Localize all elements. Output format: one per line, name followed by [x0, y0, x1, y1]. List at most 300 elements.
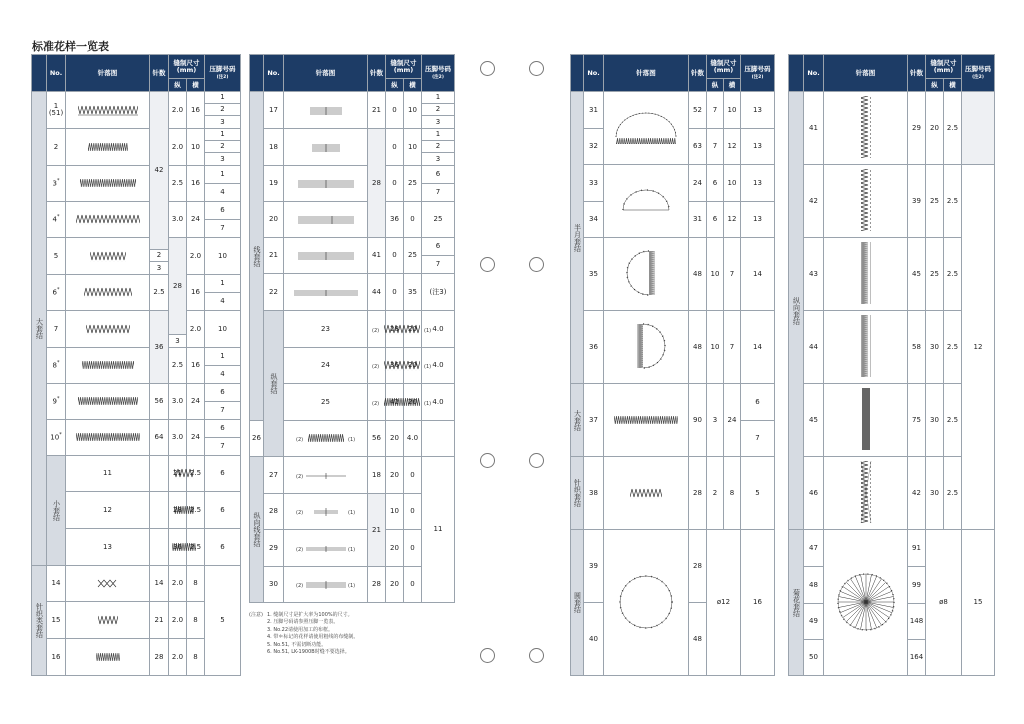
size-h: 2.5 — [944, 238, 962, 311]
size-h: 4.0 — [422, 311, 455, 348]
pattern-table-2 — [249, 54, 454, 603]
size-h: 10 — [404, 129, 422, 166]
category-label: 大套结 — [32, 92, 47, 566]
svg-text:(1): (1) — [424, 327, 432, 334]
pattern-number: 39 — [584, 530, 604, 603]
size-v: 2.5 — [187, 492, 205, 529]
presser-number: 3 — [422, 153, 455, 166]
size-h: 8 — [187, 639, 205, 676]
size-v: 30 — [926, 311, 944, 384]
stitch-diagram — [284, 494, 368, 530]
stitch-count: 48 — [689, 311, 707, 384]
svg-text:(2): (2) — [372, 327, 380, 334]
stitch-count: 63 — [689, 129, 707, 165]
pattern-number: 32 — [584, 129, 604, 165]
binder-hole — [480, 648, 495, 663]
size-v: 20 — [386, 457, 404, 494]
size-v: 3.0 — [169, 384, 187, 420]
stitch-diagram — [284, 421, 368, 457]
presser-number: 1 — [205, 92, 241, 104]
presser-number: 3 — [205, 153, 241, 166]
stitch-diagram — [66, 384, 150, 420]
stitch-count: 90 — [689, 384, 707, 457]
size-v: 3.0 — [169, 202, 187, 238]
header-size-h: 横 — [187, 79, 205, 92]
stitch-diagram — [284, 274, 368, 311]
pattern-number: 11 — [66, 456, 150, 492]
stitch-count: 28 — [368, 567, 386, 603]
header-no: No. — [264, 55, 284, 92]
presser-number: 3 — [205, 116, 241, 129]
stitch-count: 48 — [689, 238, 707, 311]
size-h: 2.5 — [944, 384, 962, 457]
stitch-count: 28 — [689, 457, 707, 530]
size-h: 0 — [404, 457, 422, 494]
binder-hole — [480, 453, 495, 468]
pattern-number: 33 — [584, 165, 604, 202]
size-h: 10 — [404, 92, 422, 129]
stitch-count: 21 — [150, 602, 169, 639]
pattern-number: 23 — [284, 311, 368, 348]
presser-number: 6 — [741, 384, 775, 421]
pattern-number: 25 — [284, 384, 368, 421]
pattern-number: 3* — [47, 166, 66, 202]
presser-number: 2 — [422, 104, 455, 116]
presser-number: 6 — [422, 166, 455, 184]
presser-number: 12 — [962, 165, 995, 530]
stitch-count: 24 — [689, 165, 707, 202]
stitch-diagram — [66, 311, 150, 348]
note-line: 6. No.51, LK-1900B时缝不要选择。 — [267, 649, 350, 656]
presser-number: 7 — [741, 421, 775, 457]
pattern-number: 17 — [264, 92, 284, 129]
presser-number: 13 — [741, 165, 775, 202]
header-size: 缝制尺寸(mm) — [707, 55, 741, 79]
header-size-h: 横 — [944, 79, 962, 92]
size-h: 8 — [187, 566, 205, 602]
size-h: 24 — [187, 202, 205, 238]
binder-hole — [529, 453, 544, 468]
stitch-diagram — [824, 311, 908, 384]
presser-number: 15 — [962, 530, 995, 676]
size-h: 24 — [187, 420, 205, 456]
binder-hole — [529, 257, 544, 272]
stitch-diagram — [604, 530, 689, 676]
category-label: 针织套结 — [571, 457, 584, 530]
stitch-count: 36 — [150, 311, 169, 384]
size-h: 16 — [187, 92, 205, 129]
header-size: 缝制尺寸(mm) — [386, 55, 422, 79]
presser-number: 7 — [205, 220, 241, 238]
flower-stitch-diagram — [831, 567, 901, 637]
stitch-count: 75 — [908, 384, 926, 457]
presser-number: 4 — [205, 366, 241, 384]
stitch-diagram — [66, 602, 150, 639]
size-h: 6 — [205, 529, 241, 566]
pattern-number: 13 — [66, 529, 150, 566]
pattern-number: 29 — [264, 530, 284, 567]
presser-number: 5 — [205, 566, 241, 676]
size-v: 2.5 — [169, 166, 187, 202]
size-v: 30 — [926, 384, 944, 457]
stitch-diagram — [66, 129, 150, 166]
size-v: 2.5 — [169, 348, 187, 384]
category-label: 半月套结 — [571, 92, 584, 384]
size-v: 6 — [707, 165, 724, 202]
pattern-table-4 — [788, 54, 994, 676]
stitch-diagram — [66, 202, 150, 238]
stitch-diagram — [66, 275, 150, 311]
size-v: 20 — [404, 348, 422, 384]
pattern-number: 44 — [804, 311, 824, 384]
size-h: 6 — [205, 456, 241, 492]
size-v: 20 — [386, 567, 404, 603]
stitch-diagram — [284, 129, 368, 166]
size-v: 2.5 — [150, 275, 169, 311]
presser-number: 1 — [205, 166, 241, 184]
binder-hole — [529, 61, 544, 76]
size-v: 0 — [386, 238, 404, 274]
stitch-count: 31 — [689, 202, 707, 238]
size-v: 2.0 — [187, 311, 205, 348]
size-h: 10 — [205, 238, 241, 275]
header-size-h: 横 — [724, 79, 741, 92]
size-v: 2.5 — [187, 529, 205, 566]
size-h: 25 — [404, 166, 422, 202]
svg-text:(1): (1) — [347, 583, 355, 589]
pattern-number: 12 — [66, 492, 150, 529]
stitch-count: 91 — [908, 530, 926, 567]
pattern-number: 30 — [264, 567, 284, 603]
header-blank — [250, 55, 264, 92]
stitch-count: 21 — [368, 494, 386, 567]
stitch-count: 21 — [169, 456, 187, 492]
size-h: 12 — [724, 202, 741, 238]
stitch-diagram — [824, 238, 908, 311]
size-v: 2.0 — [187, 238, 205, 275]
size-h: 10 — [187, 129, 205, 166]
size-v: 0 — [386, 166, 404, 202]
stitch-count: 28 — [386, 311, 404, 348]
presser-number: 7 — [205, 402, 241, 420]
pattern-number: 41 — [804, 92, 824, 165]
pattern-number: 35 — [584, 238, 604, 311]
pattern-number: 6* — [47, 275, 66, 311]
size-h: 8 — [187, 602, 205, 639]
category-label: 圆套结 — [571, 530, 584, 676]
size-h: 16 — [187, 275, 205, 311]
size-h: 4.0 — [422, 384, 455, 421]
size-v: 2.0 — [169, 602, 187, 639]
pattern-number: 24 — [284, 348, 368, 384]
size-v: 2.0 — [169, 92, 187, 129]
stitch-diagram — [284, 457, 368, 494]
header-presser: 压脚号码 (注2) — [205, 55, 241, 92]
header-size-v: 纵 — [707, 79, 724, 92]
header-presser: 压脚号码 (注2) — [741, 55, 775, 92]
pattern-number: 28 — [264, 494, 284, 530]
svg-text:(1): (1) — [424, 364, 432, 370]
pattern-number: 42 — [804, 165, 824, 238]
pattern-number: 1 (51) — [47, 92, 66, 129]
size-h: 0 — [404, 530, 422, 567]
presser-number: 7 — [422, 256, 455, 274]
size-diameter: ø8 — [926, 530, 962, 676]
header-blank — [32, 55, 47, 92]
size-v: 10 — [386, 494, 404, 530]
size-v: 0 — [386, 274, 404, 311]
binder-hole — [480, 257, 495, 272]
pattern-number: 15 — [47, 602, 66, 639]
header-no: No. — [584, 55, 604, 92]
note-line: 3. No.22请使用加工的布框。 — [267, 626, 334, 633]
stitch-diagram — [150, 492, 169, 529]
stitch-diagram — [284, 166, 368, 202]
pattern-number: 49 — [804, 604, 824, 640]
presser-number: 14 — [741, 311, 775, 384]
stitch-diagram — [604, 311, 689, 384]
header-size: 缝制尺寸(mm) — [169, 55, 205, 79]
size-h: 35 — [404, 274, 422, 311]
size-h: 2.5 — [944, 457, 962, 530]
stitch-count: 42 — [908, 457, 926, 530]
pattern-number: 19 — [264, 166, 284, 202]
presser-number: 7 — [422, 184, 455, 202]
stitch-diagram — [284, 567, 368, 603]
pattern-number: 20 — [264, 202, 284, 238]
svg-text:(2): (2) — [372, 400, 380, 407]
pattern-number: 27 — [264, 457, 284, 494]
header-size-h: 横 — [404, 79, 422, 92]
stitch-count: 28 — [689, 530, 707, 603]
stitch-count: 56 — [368, 421, 386, 457]
note-line: 4. 带＊标记的花样请使用粗线的布缝制。 — [267, 634, 359, 641]
stitch-diagram — [66, 566, 150, 602]
size-h: 6 — [205, 492, 241, 529]
size-h: 0 — [404, 494, 422, 530]
stitch-diagram — [284, 238, 368, 274]
size-v: 0 — [386, 129, 404, 166]
stitch-diagram — [824, 384, 908, 457]
pattern-number: 16 — [47, 639, 66, 676]
stitch-count: 28 — [169, 238, 187, 335]
header-size-v: 纵 — [386, 79, 404, 92]
pattern-table-3 — [570, 54, 774, 676]
pattern-number: 46 — [804, 457, 824, 530]
pattern-number: 50 — [804, 640, 824, 676]
size-v: 20 — [386, 421, 404, 457]
size-v: 2 — [707, 457, 724, 530]
header-diagram: 针落图 — [66, 55, 150, 92]
stitch-count: 164 — [908, 640, 926, 676]
size-v: 6 — [707, 202, 724, 238]
size-v: 7 — [707, 92, 724, 129]
binder-hole — [480, 61, 495, 76]
header-size-v: 纵 — [926, 79, 944, 92]
header-presser: 压脚号码 (注2) — [422, 55, 455, 92]
pattern-number: 4* — [47, 202, 66, 238]
stitch-count: 52 — [689, 92, 707, 129]
header-stitches: 针数 — [689, 55, 707, 92]
presser-number: 11 — [422, 457, 455, 603]
size-v: 2.5 — [187, 456, 205, 492]
size-h: 25 — [422, 202, 455, 238]
stitch-count: 36 — [386, 348, 404, 384]
pattern-number: 8* — [47, 348, 66, 384]
size-v: 10 — [707, 311, 724, 384]
presser-number: 2 — [205, 141, 241, 153]
header-no: No. — [47, 55, 66, 92]
stitch-count: 148 — [908, 604, 926, 640]
pattern-number: 45 — [804, 384, 824, 457]
presser-number: 1 — [422, 92, 455, 104]
presser-number: 5 — [741, 457, 775, 530]
size-v: 0 — [386, 92, 404, 129]
presser-number: 1 — [205, 129, 241, 141]
size-v: 20 — [926, 92, 944, 165]
notes-label: (注意) — [249, 612, 263, 618]
svg-text:(1): (1) — [347, 510, 355, 516]
presser-number: 16 — [741, 530, 775, 676]
stitch-diagram — [66, 639, 150, 676]
size-h: 24 — [187, 384, 205, 420]
stitch-diagram — [604, 165, 689, 238]
header-stitches: 针数 — [908, 55, 926, 92]
size-h: 7 — [724, 311, 741, 384]
presser-number: 7 — [205, 438, 241, 456]
size-h: 10 — [724, 92, 741, 129]
stitch-count: 36 — [386, 202, 404, 238]
header-diagram: 针落图 — [284, 55, 368, 92]
category-label: 小套结 — [47, 456, 66, 566]
stitch-count: 45 — [908, 238, 926, 311]
size-v: 7 — [707, 129, 724, 165]
category-label: 线套结 — [250, 92, 264, 421]
size-h: 25 — [404, 238, 422, 274]
stitch-diagram — [604, 92, 689, 165]
size-h: 12 — [724, 129, 741, 165]
presser-number: 3 — [150, 262, 169, 275]
stitch-count: 58 — [908, 311, 926, 384]
header-blank — [789, 55, 804, 92]
presser-number: 2 — [422, 141, 455, 153]
presser-number: 6 — [422, 238, 455, 256]
pattern-number: 34 — [584, 202, 604, 238]
header-presser: 压脚号码 (注2) — [962, 55, 995, 92]
stitch-diagram — [66, 420, 150, 456]
stitch-diagram — [824, 92, 908, 165]
presser-number: 13 — [741, 92, 775, 129]
presser-number: 13 — [741, 202, 775, 238]
stitch-diagram — [66, 238, 150, 275]
pattern-number: 43 — [804, 238, 824, 311]
notes — [249, 612, 459, 656]
pattern-number: 47 — [804, 530, 824, 567]
pattern-number: 26 — [250, 421, 264, 457]
stitch-diagram — [284, 202, 368, 238]
svg-text:(2): (2) — [372, 364, 380, 370]
size-v: 25 — [926, 238, 944, 311]
presser-number: 4 — [205, 184, 241, 202]
binder-hole — [529, 648, 544, 663]
stitch-count: 29 — [908, 92, 926, 165]
size-h: 4.0 — [422, 348, 455, 384]
stitch-diagram — [824, 165, 908, 238]
presser-number: 14 — [741, 238, 775, 311]
stitch-diagram — [150, 456, 169, 492]
category-label: 大套结 — [571, 384, 584, 457]
size-h: 24 — [724, 384, 741, 457]
size-v: 10 — [707, 238, 724, 311]
pattern-number: 21 — [264, 238, 284, 274]
stitch-count: 42 — [386, 384, 404, 421]
pattern-number: 22 — [264, 274, 284, 311]
stitch-diagram — [66, 92, 150, 129]
header-stitches: 针数 — [150, 55, 169, 92]
size-h: 16 — [187, 348, 205, 384]
size-h: 16 — [187, 166, 205, 202]
presser-number: 2 — [150, 250, 169, 262]
note-line: 1. 缝制尺寸是扩大率为100%的尺寸。 — [267, 612, 353, 618]
presser-note: (注3) — [422, 274, 455, 311]
svg-text:(1): (1) — [347, 437, 355, 443]
category-label: 菊花套结 — [789, 530, 804, 676]
presser-number: 6 — [205, 384, 241, 402]
presser-number: 3 — [169, 335, 187, 348]
size-v: 20 — [386, 530, 404, 567]
stitch-count: 14 — [150, 566, 169, 602]
svg-text:(2): (2) — [295, 510, 303, 516]
category-label: 纵向线套结 — [250, 457, 264, 603]
svg-text:(1): (1) — [424, 400, 432, 407]
pattern-number: 31 — [584, 92, 604, 129]
header-diagram: 针落图 — [824, 55, 908, 92]
stitch-diagram — [66, 348, 150, 384]
stitch-count: 99 — [908, 567, 926, 604]
stitch-diagram — [284, 530, 368, 567]
pattern-number: 37 — [584, 384, 604, 457]
stitch-count: 48 — [689, 603, 707, 676]
pattern-number: 18 — [264, 129, 284, 166]
stitch-diagram — [150, 529, 169, 566]
stitch-count: 18 — [368, 457, 386, 494]
header-diagram: 针落图 — [604, 55, 689, 92]
header-size-v: 纵 — [169, 79, 187, 92]
stitch-count: 28 — [368, 129, 386, 238]
presser-number: 6 — [205, 202, 241, 220]
stitch-count: 64 — [150, 420, 169, 456]
size-v: 3.0 — [169, 420, 187, 456]
size-v: 20 — [404, 311, 422, 348]
presser-number: 6 — [205, 420, 241, 438]
presser-number: 3 — [422, 116, 455, 129]
size-v: 2.0 — [169, 129, 187, 166]
stitch-diagram — [824, 457, 908, 530]
size-v: 20 — [404, 384, 422, 421]
stitch-diagram — [604, 384, 689, 457]
size-h: 8 — [724, 457, 741, 530]
pattern-number: 48 — [804, 567, 824, 604]
stitch-count: 42 — [150, 92, 169, 250]
stitch-count: 28 — [150, 639, 169, 676]
svg-text:(2): (2) — [295, 437, 303, 443]
size-v: 2.0 — [169, 566, 187, 602]
stitch-diagram — [284, 92, 368, 129]
pattern-number: 5 — [47, 238, 66, 275]
pattern-number: 38 — [584, 457, 604, 530]
presser-number — [962, 92, 995, 165]
svg-text:(2): (2) — [295, 546, 303, 553]
